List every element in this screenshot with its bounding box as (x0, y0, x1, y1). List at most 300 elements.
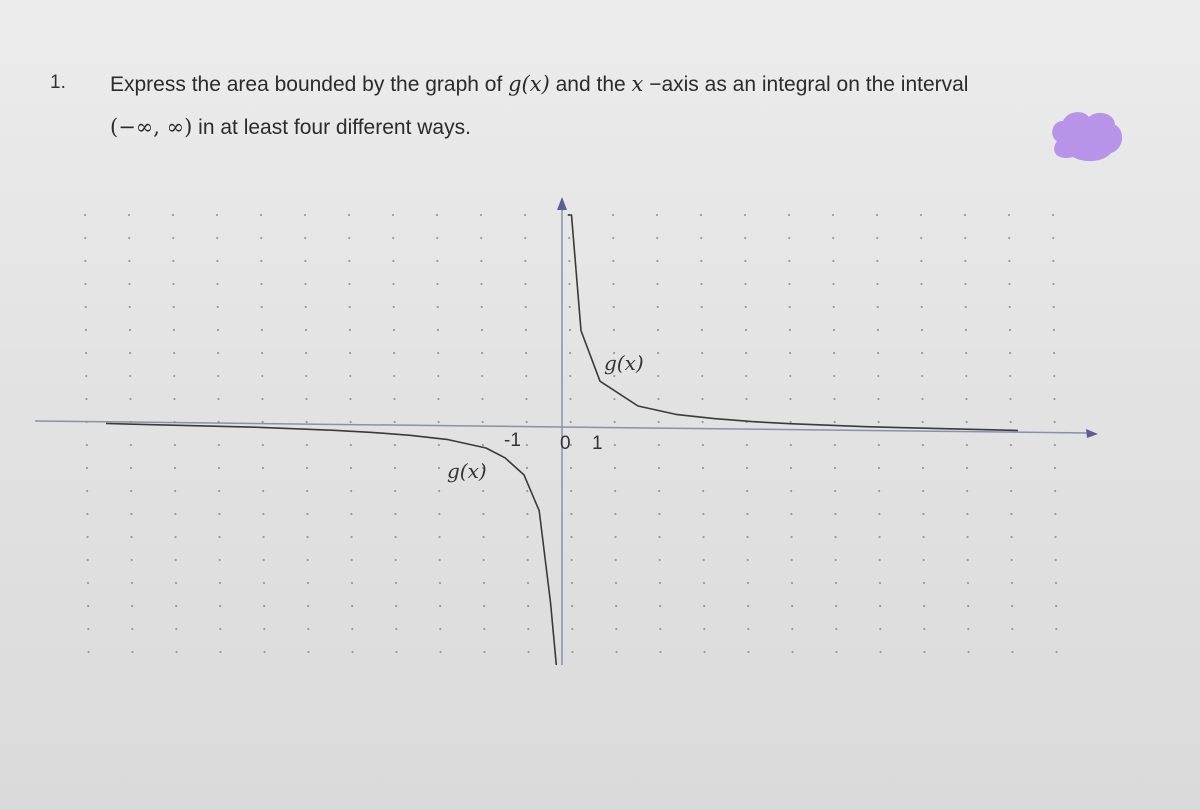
grid-dot (789, 398, 791, 400)
grid-dot (1010, 444, 1012, 446)
grid-dot (835, 628, 837, 630)
grid-dot (920, 214, 922, 216)
grid-dot (128, 214, 130, 216)
grid-dot (922, 467, 924, 469)
grid-dot (658, 467, 660, 469)
grid-dot (966, 513, 968, 515)
grid-dot (85, 375, 87, 377)
grid-dot (659, 628, 661, 630)
grid-dot (438, 467, 440, 469)
grid-dot (614, 467, 616, 469)
grid-dot (568, 237, 570, 239)
grid-dot (788, 214, 790, 216)
grid-dot (1010, 513, 1012, 515)
grid-dot (877, 329, 879, 331)
grid-dot (526, 513, 528, 515)
grid-dot (659, 605, 661, 607)
grid-dot (481, 375, 483, 377)
grid-dot (700, 260, 702, 262)
curve-negative-branch (106, 424, 556, 666)
grid-dot (87, 628, 89, 630)
grid-dot (261, 398, 263, 400)
grid-dot (791, 582, 793, 584)
tick-label-1: 1 (592, 433, 603, 454)
grid-dot (612, 214, 614, 216)
grid-dot (217, 329, 219, 331)
grid-dot (218, 467, 220, 469)
grid-dot (570, 490, 572, 492)
grid-dot (791, 559, 793, 561)
grid-dot (877, 375, 879, 377)
grid-dot (483, 605, 485, 607)
grid-dot (702, 490, 704, 492)
grid-dot (527, 582, 529, 584)
grid-dot (966, 444, 968, 446)
grid-dot (525, 329, 527, 331)
grid-dot (614, 536, 616, 538)
grid-dot (877, 306, 879, 308)
grid-dot (1053, 306, 1055, 308)
grid-dot (438, 536, 440, 538)
grid-dot (923, 651, 925, 653)
grid-dot (351, 605, 353, 607)
grid-dot (744, 237, 746, 239)
dot-grid (84, 214, 1058, 653)
grid-dot (393, 306, 395, 308)
grid-dot (612, 260, 614, 262)
grid-dot (700, 237, 702, 239)
tick-label-neg-1: -1 (504, 430, 521, 451)
grid-dot (569, 398, 571, 400)
grid-dot (614, 421, 616, 423)
grid-dot (85, 329, 87, 331)
grid-dot (439, 628, 441, 630)
grid-dot (263, 582, 265, 584)
grid-dot (876, 237, 878, 239)
grid-dot (834, 444, 836, 446)
grid-dot (658, 490, 660, 492)
grid-dot (306, 490, 308, 492)
grid-dot (1011, 605, 1013, 607)
grid-dot (921, 329, 923, 331)
grid-dot (131, 559, 133, 561)
grid-dot (746, 467, 748, 469)
grid-dot (306, 513, 308, 515)
grid-dot (480, 214, 482, 216)
grid-dot (964, 237, 966, 239)
grid-dot (437, 306, 439, 308)
grid-dot (923, 605, 925, 607)
grid-dot (437, 329, 439, 331)
grid-dot (306, 421, 308, 423)
grid-dot (922, 536, 924, 538)
grid-dot (615, 651, 617, 653)
grid-dot (482, 421, 484, 423)
grid-dot (260, 260, 262, 262)
grid-dot (172, 283, 174, 285)
grid-dot (878, 536, 880, 538)
grid-dot (216, 237, 218, 239)
grid-dot (745, 398, 747, 400)
grid-dot (746, 513, 748, 515)
grid-dot (833, 375, 835, 377)
grid-dot (790, 421, 792, 423)
grid-dot (923, 628, 925, 630)
grid-dot (1054, 444, 1056, 446)
grid-dot (923, 559, 925, 561)
grid-dot (656, 214, 658, 216)
grid-dot (571, 628, 573, 630)
grid-dot (1010, 536, 1012, 538)
grid-dot (1009, 306, 1011, 308)
grid-dot (877, 398, 879, 400)
grid-dot (656, 283, 658, 285)
grid-dot (130, 490, 132, 492)
grid-dot (438, 444, 440, 446)
grid-dot (393, 352, 395, 354)
grid-dot (261, 329, 263, 331)
grid-dot (129, 375, 131, 377)
grid-dot (263, 628, 265, 630)
grid-dot (482, 536, 484, 538)
grid-dot (395, 628, 397, 630)
grid-dot (262, 490, 264, 492)
grid-dot (745, 375, 747, 377)
grid-dot (307, 559, 309, 561)
grid-dot (878, 467, 880, 469)
grid-dot (306, 536, 308, 538)
grid-dot (261, 352, 263, 354)
grid-dot (131, 628, 133, 630)
grid-dot (833, 306, 835, 308)
grid-dot (614, 444, 616, 446)
grid-dot (966, 536, 968, 538)
grid-dot (746, 444, 748, 446)
grid-dot (703, 559, 705, 561)
grid-dot (569, 306, 571, 308)
grid-dot (833, 329, 835, 331)
grid-dot (920, 260, 922, 262)
grid-dot (744, 214, 746, 216)
grid-dot (131, 605, 133, 607)
grid-dot (392, 283, 394, 285)
grid-dot (394, 467, 396, 469)
grid-dot (174, 490, 176, 492)
grid-dot (439, 559, 441, 561)
y-axis-arrow (557, 197, 567, 210)
grid-dot (217, 306, 219, 308)
grid-dot (350, 444, 352, 446)
grid-dot (1011, 582, 1013, 584)
grid-dot (614, 513, 616, 515)
grid-dot (437, 375, 439, 377)
grid-dot (964, 283, 966, 285)
grid-dot (965, 306, 967, 308)
grid-dot (703, 582, 705, 584)
grid-dot (1008, 260, 1010, 262)
grid-dot (438, 490, 440, 492)
problem-text-prefix: Express the area bounded by the graph of (110, 73, 509, 96)
grid-dot (84, 214, 86, 216)
tick-label-0: 0 (560, 433, 571, 454)
grid-dot (1052, 214, 1054, 216)
grid-dot (700, 214, 702, 216)
grid-dot (832, 283, 834, 285)
grid-dot (527, 651, 529, 653)
grid-dot (304, 214, 306, 216)
grid-dot (130, 536, 132, 538)
grid-dot (1008, 214, 1010, 216)
grid-dot (1008, 283, 1010, 285)
grid-dot (1011, 651, 1013, 653)
grid-dot (1053, 398, 1055, 400)
grid-dot (130, 467, 132, 469)
grid-dot (1009, 352, 1011, 354)
grid-dot (262, 513, 264, 515)
grid-dot (481, 306, 483, 308)
grid-dot (747, 559, 749, 561)
grid-dot (349, 352, 351, 354)
grid-dot (658, 444, 660, 446)
grid-dot (876, 214, 878, 216)
grid-dot (525, 375, 527, 377)
grid-dot (217, 398, 219, 400)
grid-dot (128, 283, 130, 285)
grid-dot (613, 329, 615, 331)
grid-dot (879, 559, 881, 561)
grid-dot (965, 352, 967, 354)
grid-dot (834, 513, 836, 515)
grid-dot (921, 398, 923, 400)
grid-dot (262, 421, 264, 423)
grid-dot (84, 237, 86, 239)
grid-dot (1011, 628, 1013, 630)
grid-dot (218, 490, 220, 492)
grid-dot (482, 513, 484, 515)
grid-dot (832, 237, 834, 239)
grid-dot (392, 237, 394, 239)
grid-dot (744, 260, 746, 262)
grid-dot (1054, 536, 1056, 538)
grid-dot (436, 260, 438, 262)
grid-dot (657, 375, 659, 377)
grid-dot (350, 467, 352, 469)
grid-dot (218, 536, 220, 538)
grid-dot (791, 605, 793, 607)
grid-dot (481, 329, 483, 331)
grid-dot (219, 605, 221, 607)
grid-dot (612, 237, 614, 239)
grid-dot (87, 605, 89, 607)
grid-dot (967, 559, 969, 561)
grid-dot (436, 283, 438, 285)
grid-dot (966, 421, 968, 423)
grid-dot (394, 421, 396, 423)
grid-dot (263, 651, 265, 653)
grid-dot (790, 490, 792, 492)
grid-dot (218, 513, 220, 515)
grid-dot (1053, 352, 1055, 354)
grid-dot (394, 490, 396, 492)
grid-dot (439, 651, 441, 653)
grid-dot (349, 306, 351, 308)
grid-dot (967, 651, 969, 653)
grid-dot (216, 283, 218, 285)
grid-dot (175, 605, 177, 607)
grid-dot (1009, 398, 1011, 400)
grid-dot (261, 306, 263, 308)
grid-dot (173, 306, 175, 308)
grid-dot (703, 651, 705, 653)
grid-dot (701, 329, 703, 331)
grid-dot (175, 628, 177, 630)
grid-dot (219, 651, 221, 653)
grid-dot (307, 651, 309, 653)
grid-dot (437, 352, 439, 354)
grid-dot (701, 352, 703, 354)
grid-dot (351, 651, 353, 653)
grid-dot (219, 559, 221, 561)
grid-dot (788, 237, 790, 239)
grid-dot (131, 651, 133, 653)
grid-dot (788, 260, 790, 262)
grid-dot (876, 260, 878, 262)
grid-dot (658, 421, 660, 423)
problem-text-end: in at least four different ways. (192, 116, 471, 139)
grid-dot (922, 421, 924, 423)
grid-dot (1055, 605, 1057, 607)
grid-dot (86, 490, 88, 492)
grid-dot (85, 352, 87, 354)
grid-dot (612, 283, 614, 285)
grid-dot (304, 260, 306, 262)
grid-dot (392, 214, 394, 216)
grid-dot (172, 214, 174, 216)
grid-dot (395, 605, 397, 607)
grid-dot (173, 398, 175, 400)
grid-dot (128, 260, 130, 262)
grid-dot (832, 260, 834, 262)
grid-dot (525, 398, 527, 400)
grid-dot (305, 329, 307, 331)
grid-dot (175, 651, 177, 653)
grid-dot (482, 444, 484, 446)
grid-dot (657, 352, 659, 354)
grid-dot (351, 582, 353, 584)
grid-dot (1011, 559, 1013, 561)
grid-dot (481, 352, 483, 354)
axis-variable: x (631, 72, 644, 96)
grid-dot (921, 352, 923, 354)
grid-dot (304, 283, 306, 285)
grid-dot (131, 582, 133, 584)
grid-dot (615, 582, 617, 584)
grid-dot (1010, 421, 1012, 423)
grid-dot (394, 444, 396, 446)
grid-dot (393, 329, 395, 331)
grid-dot (218, 444, 220, 446)
grid-dot (966, 490, 968, 492)
grid-dot (219, 628, 221, 630)
grid-dot (1010, 490, 1012, 492)
grid-dot (392, 260, 394, 262)
grid-dot (834, 536, 836, 538)
grid-dot (923, 582, 925, 584)
grid-dot (350, 513, 352, 515)
grid-dot (438, 513, 440, 515)
grid-dot (1008, 237, 1010, 239)
grid-dot (789, 375, 791, 377)
problem-text-mid: and the (549, 73, 632, 96)
grid-dot (524, 260, 526, 262)
grid-dot (350, 490, 352, 492)
grid-dot (656, 237, 658, 239)
grid-dot (835, 559, 837, 561)
grid-dot (570, 467, 572, 469)
grid-dot (175, 582, 177, 584)
grid-dot (1055, 628, 1057, 630)
grid-dot (659, 651, 661, 653)
grid-dot (790, 513, 792, 515)
grid-dot (657, 398, 659, 400)
grid-dot (86, 536, 88, 538)
grid-dot (348, 237, 350, 239)
grid-dot (570, 536, 572, 538)
grid-dot (659, 582, 661, 584)
grid-dot (835, 605, 837, 607)
grid-dot (305, 398, 307, 400)
grid-dot (395, 582, 397, 584)
grid-dot (87, 559, 89, 561)
grid-dot (1054, 467, 1056, 469)
grid-dot (569, 329, 571, 331)
grid-dot (304, 237, 306, 239)
grid-dot (1053, 329, 1055, 331)
grid-dot (745, 352, 747, 354)
grid-dot (747, 628, 749, 630)
grid-dot (702, 536, 704, 538)
grid-dot (86, 513, 88, 515)
grid-dot (1052, 260, 1054, 262)
grid-dot (129, 329, 131, 331)
grid-dot (84, 260, 86, 262)
grid-dot (657, 329, 659, 331)
grid-dot (480, 283, 482, 285)
grid-dot (747, 651, 749, 653)
grid-dot (835, 651, 837, 653)
grid-dot (613, 306, 615, 308)
grid-dot (86, 444, 88, 446)
grid-dot (174, 467, 176, 469)
grid-dot (879, 651, 881, 653)
grid-dot (879, 582, 881, 584)
grid-dot (130, 444, 132, 446)
labels (447, 351, 644, 483)
grid-dot (965, 398, 967, 400)
grid-dot (526, 444, 528, 446)
grid-dot (351, 559, 353, 561)
curve-label-negative: g(x) (447, 459, 487, 483)
grid-dot (306, 467, 308, 469)
grid-dot (789, 329, 791, 331)
grid-dot (922, 444, 924, 446)
grid-dot (876, 283, 878, 285)
grid-dot (703, 605, 705, 607)
grid-dot (1052, 283, 1054, 285)
grid-dot (879, 605, 881, 607)
grid-dot (1010, 467, 1012, 469)
grid-dot (789, 352, 791, 354)
